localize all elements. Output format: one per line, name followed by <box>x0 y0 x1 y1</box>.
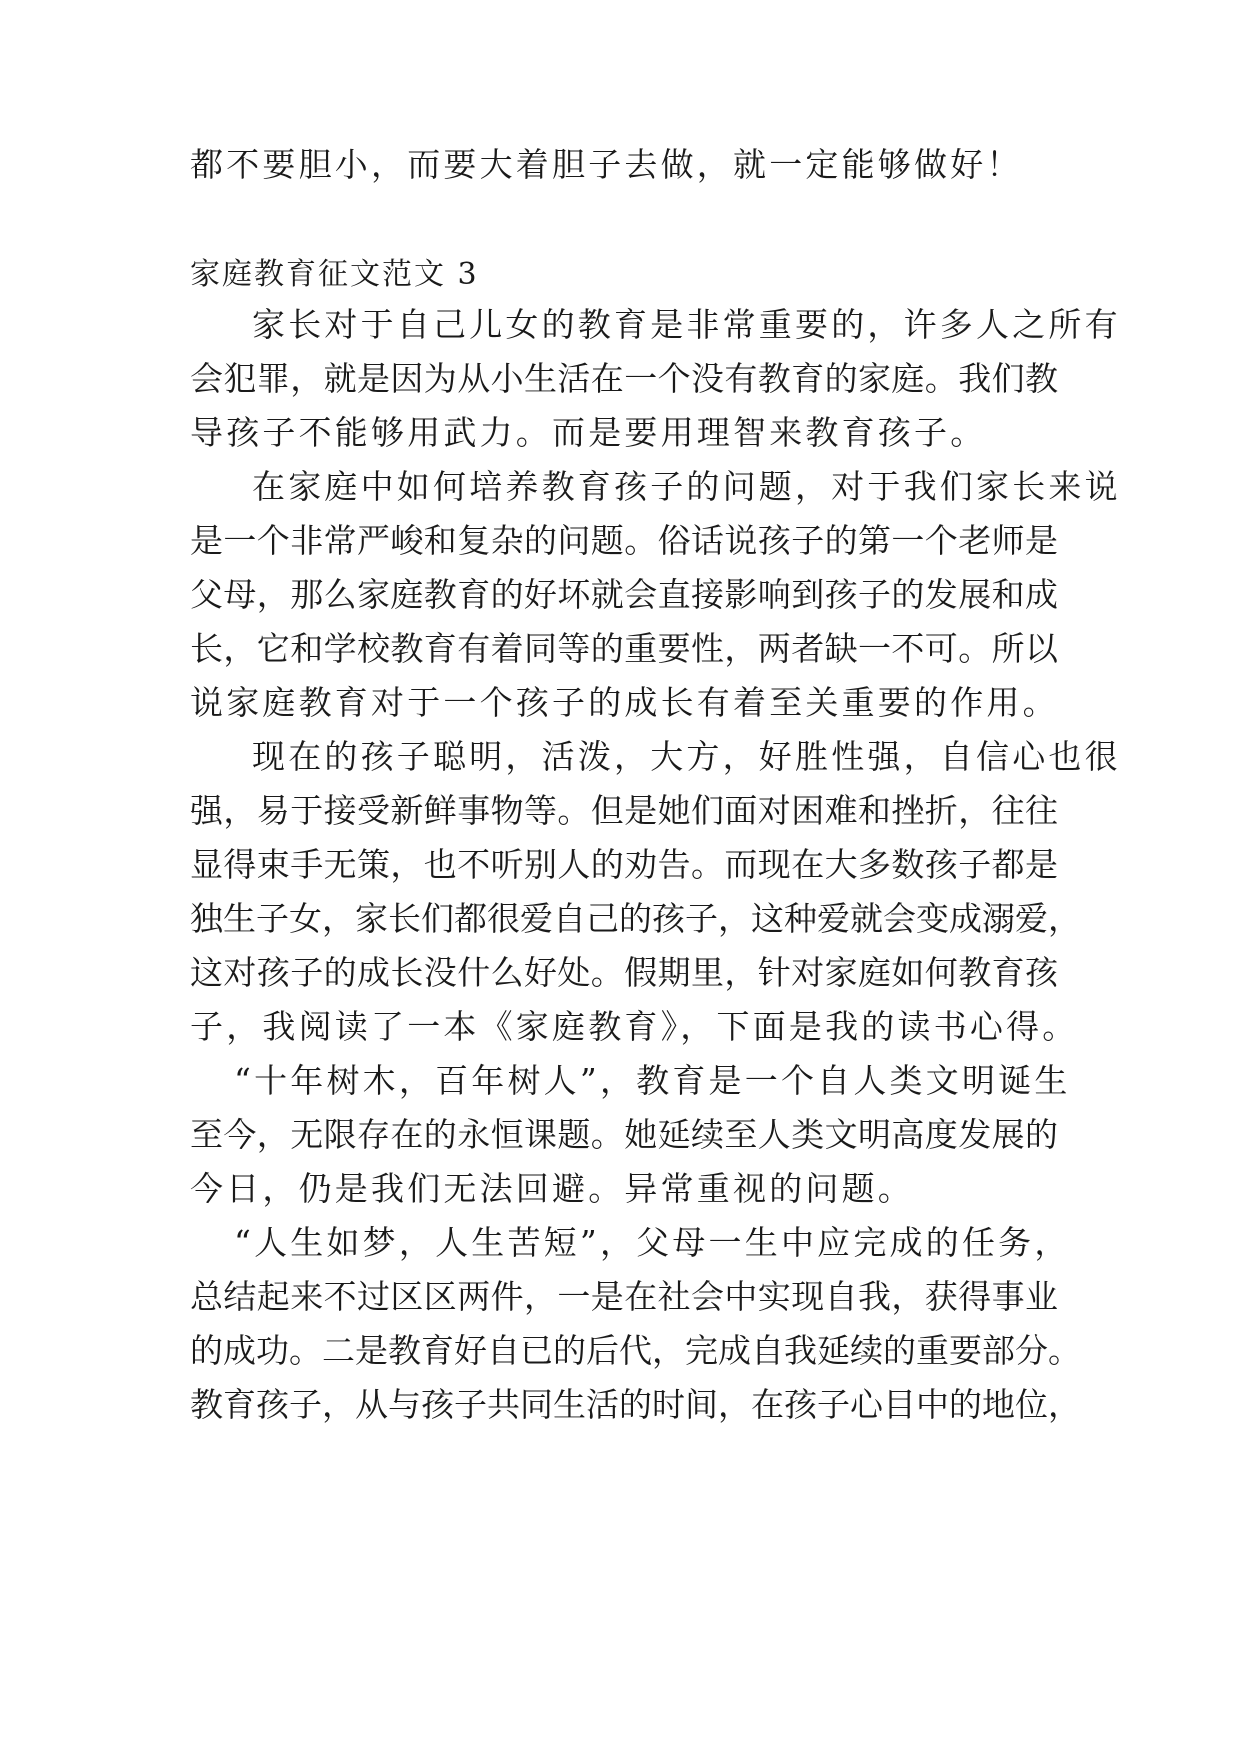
paragraph-line: 总结起来不过区区两件，一是在社会中实现自我，获得事业 <box>190 1277 1058 1316</box>
paragraph-line: 子，我阅读了一本《家庭教育》，下面是我的读书心得。 <box>190 1007 1079 1046</box>
paragraph-line: 父母，那么家庭教育的好坏就会直接影响到孩子的发展和成 <box>190 575 1058 614</box>
section-title: 家庭教育征文范文 3 <box>190 257 479 292</box>
paragraph-line: 今日，仍是我们无法回避。异常重视的问题。 <box>190 1169 914 1208</box>
paragraph-line: 这对孩子的成长没什么好处。假期里，针对家庭如何教育孩 <box>190 953 1058 992</box>
paragraph-line: 强，易于接受新鲜事物等。但是她们面对困难和挫折，往往 <box>190 791 1058 830</box>
paragraph-line: 导孩子不能够用武力。而是要用理智来教育孩子。 <box>190 413 987 452</box>
paragraph-line: 独生子女，家长们都很爱自己的孩子，这种爱就会变成溺爱， <box>190 899 1081 938</box>
paragraph-line: 家长对于自己儿女的教育是非常重要的，许多人之所有 <box>252 305 1121 344</box>
paragraph-line: “人生如梦，人生苦短”，父母一生中应完成的任务， <box>234 1223 1071 1262</box>
paragraph-line: 说家庭教育对于一个孩子的成长有着至关重要的作用。 <box>190 683 1059 722</box>
paragraph-line: 长，它和学校教育有着同等的重要性，两者缺一不可。所以 <box>190 629 1058 668</box>
paragraph-line: “十年树木，百年树人”，教育是一个自人类文明诞生 <box>234 1061 1071 1100</box>
paragraph-line: 在家庭中如何培养教育孩子的问题，对于我们家长来说 <box>252 467 1121 506</box>
paragraph-line: 会犯罪，就是因为从小生活在一个没有教育的家庭。我们教 <box>190 359 1058 398</box>
paragraph-line: 至今，无限存在的永恒课题。她延续至人类文明高度发展的 <box>190 1115 1058 1154</box>
text-line: 都不要胆小，而要大着胆子去做，就一定能够做好！ <box>190 145 1023 184</box>
paragraph-line: 现在的孩子聪明，活泼，大方，好胜性强，自信心也很 <box>252 737 1121 776</box>
paragraph-line: 的成功。二是教育好自已的后代，完成自我延续的重要部分。 <box>190 1331 1081 1370</box>
paragraph-line: 是一个非常严峻和复杂的问题。俗话说孩子的第一个老师是 <box>190 521 1058 560</box>
paragraph-line: 教育孩子，从与孩子共同生活的时间，在孩子心目中的地位， <box>190 1385 1081 1424</box>
paragraph-line: 显得束手无策，也不听别人的劝告。而现在大多数孩子都是 <box>190 845 1058 884</box>
